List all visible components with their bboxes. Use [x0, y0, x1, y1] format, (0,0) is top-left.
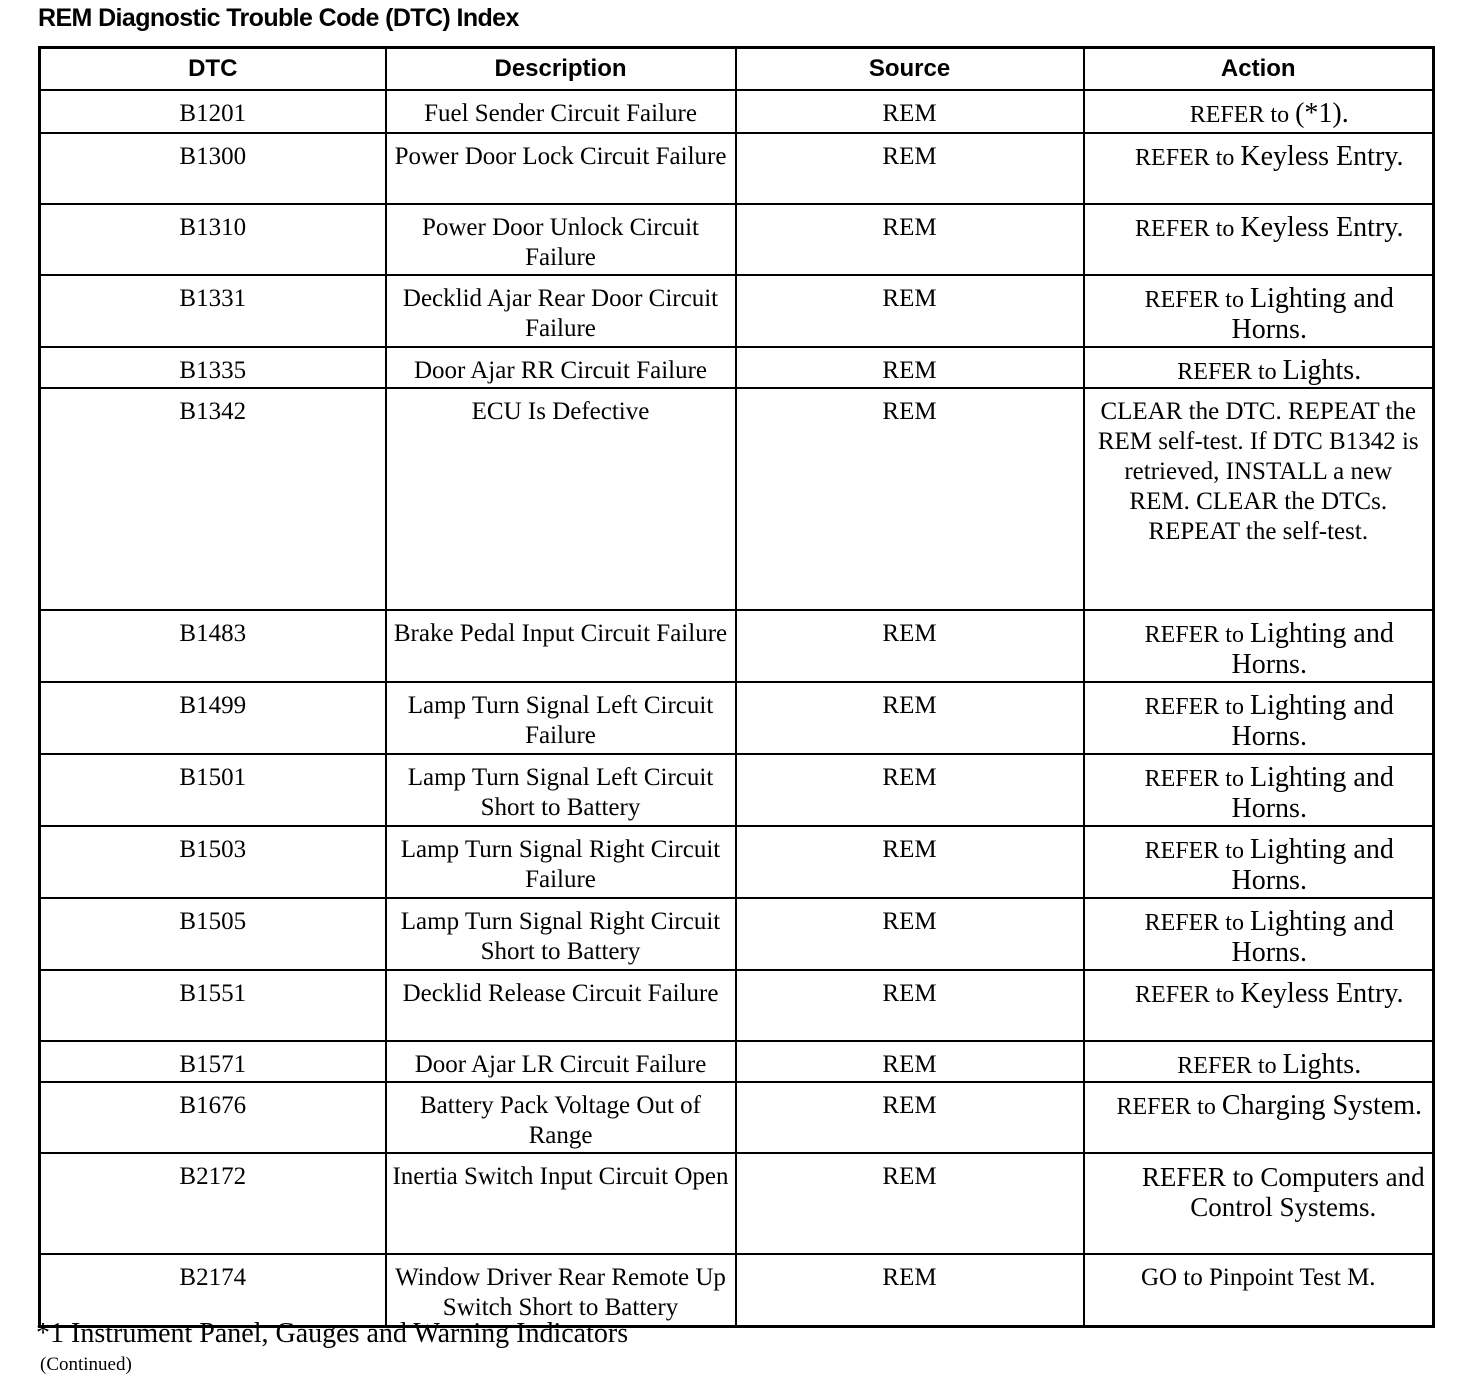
dtc-source: REM: [736, 898, 1084, 970]
action-target: Keyless Entry.: [1240, 141, 1404, 172]
dtc-description: Decklid Release Circuit Failure: [386, 970, 736, 1041]
action-prefix: REFER to: [1135, 145, 1235, 171]
dtc-description: Decklid Ajar Rear Door Circuit Failure: [386, 275, 736, 347]
table-row: [40, 682, 1434, 754]
dtc-code: B1483: [40, 610, 386, 682]
action-target: (*1).: [1295, 98, 1349, 129]
action-prefix: REFER to: [1144, 766, 1244, 792]
action-target: Charging System.: [1221, 1090, 1422, 1121]
dtc-source: REM: [736, 610, 1084, 682]
dtc-index-table: [38, 46, 1435, 1328]
footnote: *1 Instrument Panel, Gauges and Warning Indicators: [36, 1318, 629, 1349]
action-target: Lighting and Horns.: [1231, 906, 1394, 968]
dtc-description: Inertia Switch Input Circuit Open: [386, 1153, 736, 1254]
table-row: [40, 898, 1434, 970]
dtc-action: REFER to Computers and Control Systems.: [1084, 1153, 1434, 1254]
action-prefix: REFER to: [1144, 694, 1244, 720]
column-header-source: Source: [736, 48, 1084, 91]
dtc-code: B1503: [40, 826, 386, 898]
dtc-description: ECU Is Defective: [386, 388, 736, 610]
dtc-code: B1499: [40, 682, 386, 754]
action-target: Lighting and Horns.: [1231, 762, 1394, 824]
table-header-row: [40, 48, 1434, 91]
dtc-action: [1084, 898, 1434, 970]
column-header-dtc: DTC: [40, 48, 386, 91]
dtc-source: REM: [736, 204, 1084, 275]
action-target: Keyless Entry.: [1240, 212, 1404, 243]
table-row: [40, 347, 1434, 388]
dtc-description: Power Door Unlock Circuit Failure: [386, 204, 736, 275]
dtc-code: B1676: [40, 1082, 386, 1153]
dtc-source: REM: [736, 388, 1084, 610]
dtc-description: Brake Pedal Input Circuit Failure: [386, 610, 736, 682]
table-row: [40, 1254, 1434, 1326]
dtc-source: REM: [736, 1153, 1084, 1254]
dtc-code: B1310: [40, 204, 386, 275]
action-prefix: REFER to: [1144, 838, 1244, 864]
dtc-code: B1571: [40, 1041, 386, 1082]
action-target: Lighting and Horns.: [1231, 618, 1394, 680]
dtc-action: [1084, 90, 1434, 133]
dtc-action: [1084, 610, 1434, 682]
column-header-description: Description: [386, 48, 736, 91]
dtc-source: REM: [736, 970, 1084, 1041]
table-row: [40, 1041, 1434, 1082]
dtc-description: Window Driver Rear Remote Up Switch Short to Battery: [386, 1254, 736, 1326]
table-row: [40, 133, 1434, 204]
dtc-source: REM: [736, 275, 1084, 347]
action-target: Lights.: [1282, 355, 1362, 386]
table-row: [40, 1153, 1434, 1254]
dtc-source: REM: [736, 1041, 1084, 1082]
dtc-action: [1084, 133, 1434, 204]
dtc-code: B2174: [40, 1254, 386, 1326]
dtc-source: REM: [736, 754, 1084, 826]
continued-note: (Continued): [40, 1354, 132, 1375]
action-target: Lighting and Horns.: [1231, 690, 1394, 752]
dtc-source: REM: [736, 133, 1084, 204]
dtc-action: [1084, 1041, 1434, 1082]
dtc-code: B1335: [40, 347, 386, 388]
dtc-description: Fuel Sender Circuit Failure: [386, 90, 736, 133]
action-prefix: REFER to: [1144, 287, 1244, 313]
action-prefix: REFER to: [1177, 1053, 1277, 1079]
dtc-action: [1084, 275, 1434, 347]
page-title: REM Diagnostic Trouble Code (DTC) Index: [38, 4, 519, 32]
dtc-description: Lamp Turn Signal Right Circuit Short to Battery: [386, 898, 736, 970]
dtc-action: [1084, 347, 1434, 388]
dtc-source: REM: [736, 1082, 1084, 1153]
dtc-description: Lamp Turn Signal Right Circuit Failure: [386, 826, 736, 898]
dtc-code: B1300: [40, 133, 386, 204]
action-prefix: REFER to: [1135, 216, 1235, 242]
table-row: [40, 90, 1434, 133]
dtc-code: B1331: [40, 275, 386, 347]
action-target: Lighting and Horns.: [1231, 283, 1394, 345]
table-row: [40, 826, 1434, 898]
dtc-source: REM: [736, 90, 1084, 133]
dtc-action: GO to Pinpoint Test M.: [1084, 1254, 1434, 1326]
action-prefix: REFER to: [1135, 982, 1235, 1008]
action-target: Lighting and Horns.: [1231, 834, 1394, 896]
action-prefix: REFER to: [1177, 359, 1277, 385]
dtc-description: Door Ajar LR Circuit Failure: [386, 1041, 736, 1082]
dtc-action: [1084, 1082, 1434, 1153]
action-target: Keyless Entry.: [1240, 978, 1404, 1009]
dtc-action: [1084, 204, 1434, 275]
action-target: Lights.: [1282, 1049, 1362, 1080]
action-prefix: REFER to: [1116, 1094, 1216, 1120]
dtc-description: Power Door Lock Circuit Failure: [386, 133, 736, 204]
table-row: [40, 275, 1434, 347]
dtc-description: Door Ajar RR Circuit Failure: [386, 347, 736, 388]
dtc-source: REM: [736, 347, 1084, 388]
dtc-code: B1501: [40, 754, 386, 826]
table-row: [40, 204, 1434, 275]
table-row: [40, 610, 1434, 682]
dtc-code: B1342: [40, 388, 386, 610]
dtc-action: [1084, 682, 1434, 754]
action-prefix: REFER to: [1144, 622, 1244, 648]
dtc-code: B2172: [40, 1153, 386, 1254]
dtc-description: Lamp Turn Signal Left Circuit Failure: [386, 682, 736, 754]
action-prefix: REFER to: [1189, 102, 1290, 128]
table-row: [40, 970, 1434, 1041]
dtc-source: REM: [736, 682, 1084, 754]
dtc-code: B1551: [40, 970, 386, 1041]
dtc-action: [1084, 754, 1434, 826]
dtc-action: [1084, 970, 1434, 1041]
dtc-code: B1201: [40, 90, 386, 133]
table-row: [40, 1082, 1434, 1153]
dtc-action: CLEAR the DTC. REPEAT the REM self-test. If DTC B1342 is retrieved, INSTALL a new REM. CLEAR the DTCs. REPEAT the self-test.: [1084, 388, 1434, 610]
dtc-description: Lamp Turn Signal Left Circuit Short to Battery: [386, 754, 736, 826]
dtc-source: REM: [736, 1254, 1084, 1326]
dtc-description: Battery Pack Voltage Out of Range: [386, 1082, 736, 1153]
dtc-code: B1505: [40, 898, 386, 970]
dtc-action: [1084, 826, 1434, 898]
table-row: [40, 754, 1434, 826]
column-header-action: Action: [1084, 48, 1434, 91]
dtc-source: REM: [736, 826, 1084, 898]
action-prefix: REFER to: [1144, 910, 1244, 936]
table-row: [40, 388, 1434, 610]
